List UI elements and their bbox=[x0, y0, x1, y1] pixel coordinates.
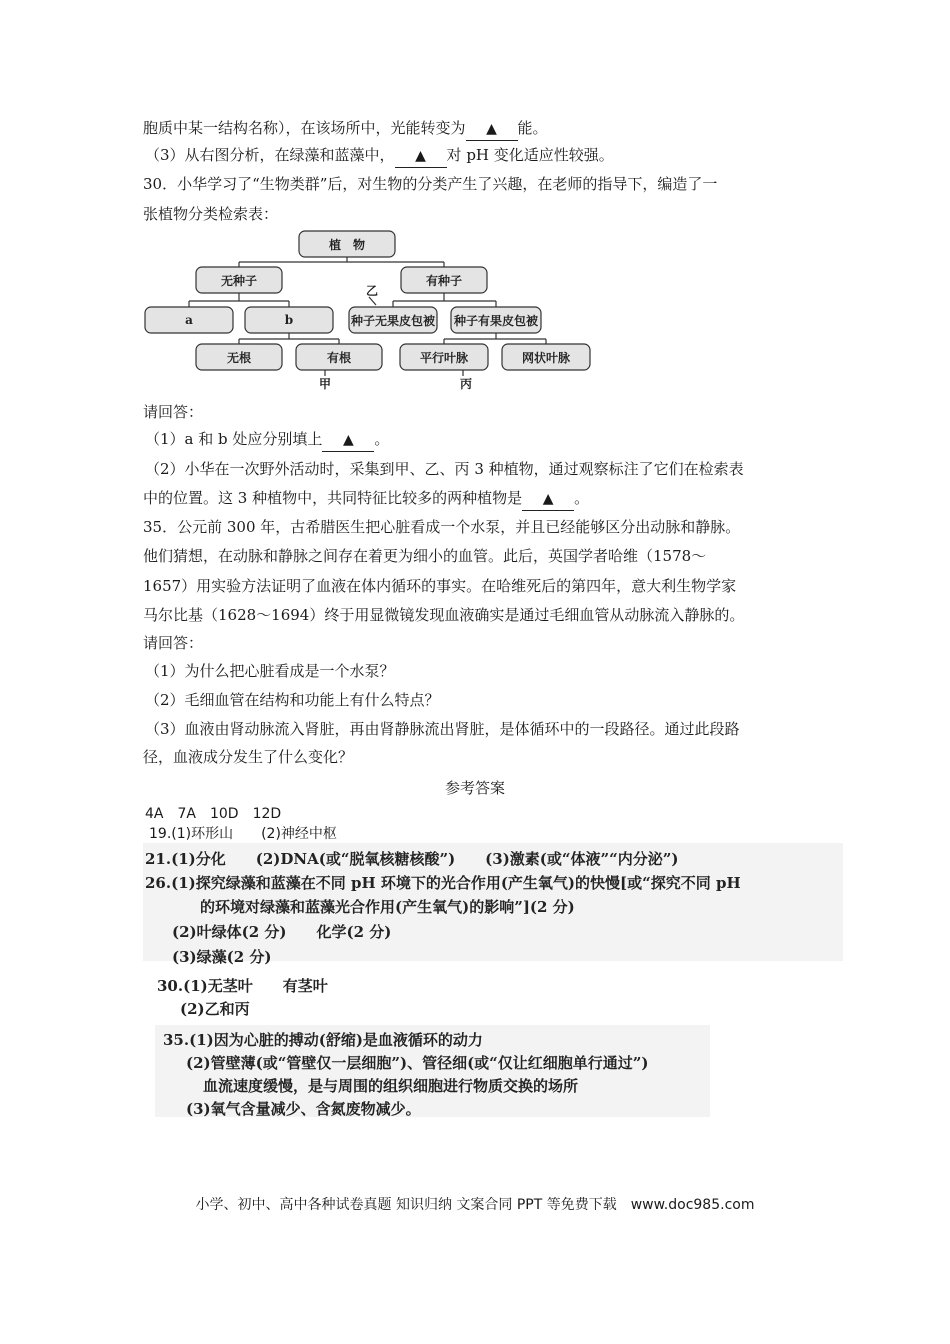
q35-q3-line-2: 径，血液成分发生了什么变化？ bbox=[143, 748, 354, 766]
answer-35-line-4: (3)氧气含量减少、含氮废物减少。 bbox=[186, 1100, 421, 1118]
answer-21: 21.(1)分化 (2)DNA(或“脱氧核糖核酸”) (3)激素(或“体液”“内分泌”) bbox=[145, 850, 679, 868]
q30-intro-1: 30．小华学习了“生物类群”后，对生物的分类产生了兴趣，在老师的指导下，编造了一 bbox=[143, 175, 718, 193]
q30-prompt: 请回答： bbox=[143, 403, 204, 421]
answer-blank: ▲ bbox=[322, 428, 374, 452]
answers-row-1: 4A 7A 10D 12D bbox=[145, 806, 282, 822]
answer-35-line-1: 35.(1)因为心脏的搏动(舒缩)是血液循环的动力 bbox=[163, 1031, 483, 1049]
answer-30-line-1: 30.(1)无茎叶 有茎叶 bbox=[157, 977, 328, 995]
answer-35-line-2: (2)管壁薄(或“管壁仅一层细胞”)、管径细(或“仅让红细胞单行通过”) bbox=[186, 1054, 649, 1072]
label-yi: 乙 bbox=[365, 284, 379, 298]
label-a: a bbox=[185, 313, 193, 327]
answer-30-line-2: (2)乙和丙 bbox=[180, 1000, 250, 1018]
label-jia: 甲 bbox=[318, 377, 332, 391]
label-has-seed: 有种子 bbox=[425, 274, 463, 288]
label-naked-seed: 种子无果皮包被 bbox=[350, 314, 436, 328]
answer-35-line-3: 血流速度缓慢，是与周围的组织细胞进行物质交换的场所 bbox=[203, 1077, 579, 1095]
answer-26-line-4: (3)绿藻(2 分) bbox=[172, 948, 272, 966]
label-parallel-veins: 平行叶脉 bbox=[419, 351, 469, 365]
page-footer: 小学、初中、高中各种试卷真题 知识归纳 文案合同 PPT 等免费下载 www.doc985.com bbox=[195, 1197, 755, 1213]
q35-prompt: 请回答： bbox=[143, 634, 204, 652]
answer-26-line-1: 26.(1)探究绿藻和蓝藻在不同 pH 环境下的光合作用(产生氧气)的快慢[或“探究不同 pH bbox=[145, 874, 741, 892]
q30-intro-2: 张植物分类检索表： bbox=[143, 205, 279, 223]
answer-19: 19.(1)环形山 (2)神经中枢 bbox=[149, 826, 337, 842]
q30-q1: （1）a 和 b 处应分别填上 ▲ 。 bbox=[145, 428, 389, 452]
q35-q3-line-1: （3）血液由肾动脉流入肾脏，再由肾静脉流出肾脏，是体循环中的一段路径。通过此段路 bbox=[145, 720, 740, 738]
q30-q2-line-1: （2）小华在一次野外活动时，采集到甲、乙、丙 3 种植物，通过观察标注了它们在检索表 bbox=[145, 460, 744, 478]
q35-q2: （2）毛细血管在结构和功能上有什么特点？ bbox=[145, 691, 440, 709]
label-b: b bbox=[284, 313, 294, 327]
label-covered-seed: 种子有果皮包被 bbox=[453, 314, 539, 328]
q35-line-2: 他们猜想，在动脉和静脉之间存在着更为细小的血管。此后，英国学者哈维（1578～ bbox=[143, 547, 707, 565]
answer-blank: ▲ bbox=[466, 117, 518, 141]
label-has-root: 有根 bbox=[326, 351, 352, 365]
label-no-root: 无根 bbox=[226, 351, 252, 365]
answer-blank: ▲ bbox=[522, 487, 574, 511]
answer-26-line-3: (2)叶绿体(2 分) 化学(2 分) bbox=[172, 923, 392, 941]
q30-q2-line-2: 中的位置。这 3 种植物中，共同特征比较多的两种植物是 ▲ 。 bbox=[143, 487, 589, 511]
q29-line-a: 胞质中某一结构名称），在该场所中，光能转变为 ▲ 能。 bbox=[143, 117, 548, 141]
label-netted-veins: 网状叶脉 bbox=[521, 351, 571, 365]
label-root: 植 物 bbox=[328, 238, 366, 252]
q29-line-b: （3）从右图分析，在绿藻和蓝藻中， ▲ 对 pH 变化适应性较强。 bbox=[145, 144, 614, 168]
q35-line-3: 1657）用实验方法证明了血液在体内循环的事实。在哈维死后的第四年，意大利生物学家 bbox=[143, 577, 737, 595]
answer-26-line-2: 的环境对绿藻和蓝藻光合作用(产生氧气)的影响”](2 分) bbox=[200, 898, 575, 916]
q35-line-1: 35．公元前 300 年，古希腊医生把心脏看成一个水泵，并且已经能够区分出动脉和静脉。 bbox=[143, 518, 741, 536]
label-bing: 丙 bbox=[459, 377, 473, 391]
answers-title: 参考答案 bbox=[444, 779, 505, 797]
answer-blank: ▲ bbox=[395, 144, 447, 168]
q35-line-4: 马尔比基（1628～1694）终于用显微镜发现血液确实是通过毛细血管从动脉流入静脉的。 bbox=[143, 606, 745, 624]
q35-q1: （1）为什么把心脏看成是一个水泵？ bbox=[145, 662, 395, 680]
label-no-seed: 无种子 bbox=[220, 274, 258, 288]
plant-classification-diagram bbox=[140, 225, 600, 395]
